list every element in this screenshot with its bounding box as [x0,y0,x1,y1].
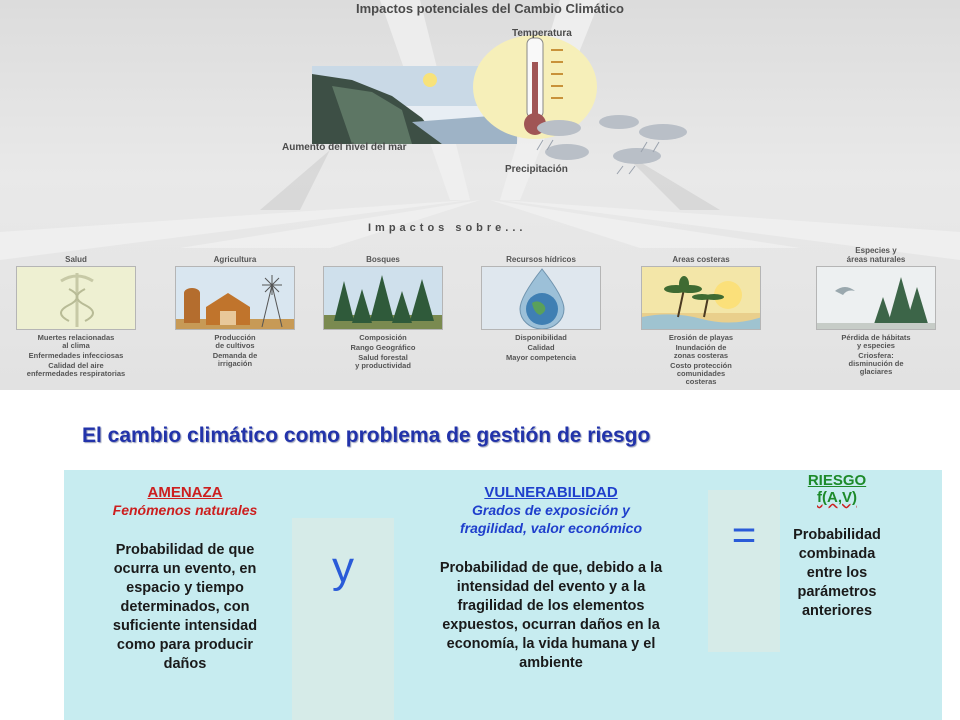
water-drop-globe-icon [481,266,601,330]
bird-trees-icon [816,266,936,330]
panel-item: Inundación de zonas costeras [673,343,729,360]
panel-item: Pérdida de hábitats y especies [841,333,911,350]
vulnerability-subtitle: Grados de exposición y fragilidad, valor económico [459,502,643,536]
panel-item: Disponibilidad [515,333,567,342]
threat-subtitle: Fenómenos naturales [112,502,258,518]
panel-item: Erosión de playas [668,333,734,342]
threat-column [68,484,302,674]
risk-title: RIESGO [807,472,867,489]
impact-panel-water [466,246,616,364]
panel-title: Especies y áreas naturales [846,246,906,264]
farm-windmill-icon [175,266,295,330]
operator-and-box [292,518,394,720]
panel-item: Calidad [527,343,555,352]
panel-item: Criosfera: disminución de glaciares [848,351,904,376]
panel-item: Demanda de irrigación [212,351,258,368]
impact-panel-agriculture [160,246,310,370]
panel-title: Agricultura [213,255,257,264]
threat-title: AMENAZA [147,484,223,501]
panel-item: Calidad del aire enfermedades respiratorias [26,361,126,378]
operator-equals: = [731,511,757,558]
caduceus-icon [16,266,136,330]
risk-formula: f(A,V) [817,489,857,506]
operator-equals-box [708,490,780,652]
forest-icon [323,266,443,330]
temperature-label: Temperatura [512,28,572,39]
sea-level-label: Aumento del nivel del mar [282,142,407,153]
impact-panel-coastal [626,246,776,388]
panel-title: Bosques [366,255,400,264]
vulnerability-title: VULNERABILIDAD [484,484,618,501]
panel-item: Muertes relacionadas al clima [37,333,115,350]
section-heading: El cambio climático como problema de gestión de riesgo [82,424,651,447]
panel-item: Rango Geográfico [350,343,416,352]
impacts-label: Impactos sobre... [368,222,527,234]
operator-and: y [332,543,354,592]
risk-description: Probabilidad combinada entre los parámetros anteriores [793,527,881,619]
panel-item: Mayor competencia [505,353,577,362]
threat-description: Probabilidad de que ocurra un evento, en espacio y tiempo determinados, con suficiente intensidad como para producir daños [112,542,258,672]
panel-title: Recursos hídricos [506,255,576,264]
panel-item: Composición [359,333,407,342]
vulnerability-column [386,484,716,673]
impact-panel-forests [308,246,458,372]
panel-title: Areas costeras [672,255,730,264]
impact-panel-species [801,246,951,378]
panel-item: Costo protección comunidades costeras [670,361,732,386]
risk-equation-box [64,470,942,720]
panel-item: Producción de cultivos [214,333,256,350]
vulnerability-description: Probabilidad de que, debido a la intensidad del evento y a la fragilidad de los elementos expuestos, ocurran daños en la economía, la vida humana y el ambiente [439,560,663,671]
impact-panel-health [1,246,151,380]
panel-item: Enfermedades infecciosas [28,351,124,360]
infographic-title: Impactos potenciales del Cambio Climático [355,1,624,16]
precipitation-label: Precipitación [505,164,568,175]
panel-item: Salud forestal y productividad [355,353,411,370]
risk-column [772,472,902,621]
palm-beach-icon [641,266,761,330]
panel-title: Salud [65,255,87,264]
